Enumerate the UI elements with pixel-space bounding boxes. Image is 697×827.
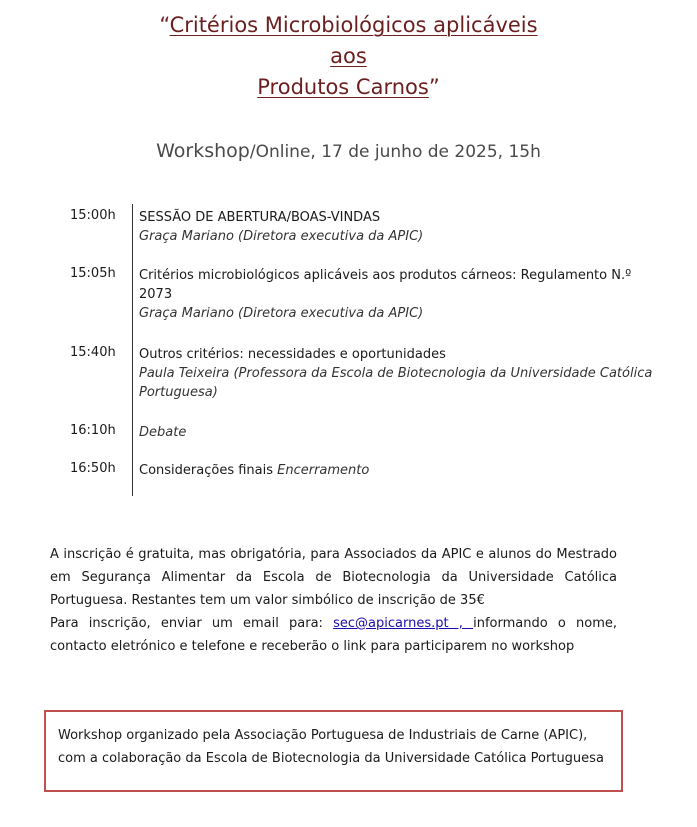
registration-email-line: Para inscrição, enviar um email para: sec@apicarnes.pt , informando o nome, contacto eletrónico e telefone e receberão o link para participarem no workshop: [50, 616, 617, 654]
agenda-content: [139, 208, 659, 246]
organizer-text: Workshop organizado pela Associação Portuguesa de Industriais de Carne (APIC), com a colaboração da Escola de Biotecnologia da Universidade Católica Portuguesa: [58, 728, 604, 766]
agenda-time: 15:00h: [70, 208, 116, 223]
title-text-3: Produtos Carnos: [257, 75, 429, 99]
title-text-1: Critérios Microbiológicos aplicáveis: [169, 13, 538, 37]
agenda-content: [139, 266, 659, 323]
agenda-title: Critérios microbiológicos aplicáveis aos produtos cárneos: Regulamento N.º 2073: [139, 268, 632, 302]
agenda-content: [139, 423, 659, 442]
title-line-1: “Critérios Microbiológicos aplicáveis: [159, 13, 538, 37]
agenda-content: [139, 345, 659, 402]
agenda-speaker: Graça Mariano (Diretora executiva da APIC): [139, 306, 424, 321]
agenda-time: 15:05h: [70, 266, 116, 281]
document-title: [0, 10, 697, 103]
agenda-speaker: Debate: [139, 425, 187, 440]
title-text-2: aos: [330, 44, 367, 68]
agenda-speaker: Graça Mariano (Diretora executiva da APIC): [139, 229, 424, 244]
agenda-time: 16:50h: [70, 461, 116, 476]
agenda-speaker: Paula Teixeira (Professora da Escola de Biotecnologia da Universidade Católica Portuguesa): [139, 366, 653, 400]
subtitle-details: /Online, 17 de junho de 2025, 15h: [249, 142, 541, 162]
event-subtitle: [0, 140, 697, 162]
registration-info: [50, 543, 617, 658]
agenda-title: Considerações finais: [139, 463, 273, 478]
organizer-box: [44, 710, 623, 792]
agenda-time: 16:10h: [70, 423, 116, 438]
agenda-speaker: Encerramento: [277, 463, 370, 478]
title-line-2: [0, 41, 697, 72]
registration-text: A inscrição é gratuita, mas obrigatória, para Associados da APIC e alunos do Mestrado em Segurança Alimentar da Escola de Biotecnologia da Universidade Católica Portuguesa. Restantes tem um valor simbólico de inscrição de 35€: [50, 547, 617, 608]
agenda-time: 15:40h: [70, 345, 116, 360]
agenda-title: Outros critérios: necessidades e oportunidades: [139, 347, 446, 362]
title-line-3: Produtos Carnos”: [257, 75, 440, 99]
agenda-divider: [132, 204, 133, 496]
subtitle-workshop: Workshop: [156, 140, 250, 162]
agenda-content: [139, 461, 659, 480]
agenda-title: SESSÃO DE ABERTURA/BOAS-VINDAS: [139, 210, 381, 225]
email-link[interactable]: sec@apicarnes.pt ,: [333, 616, 474, 631]
